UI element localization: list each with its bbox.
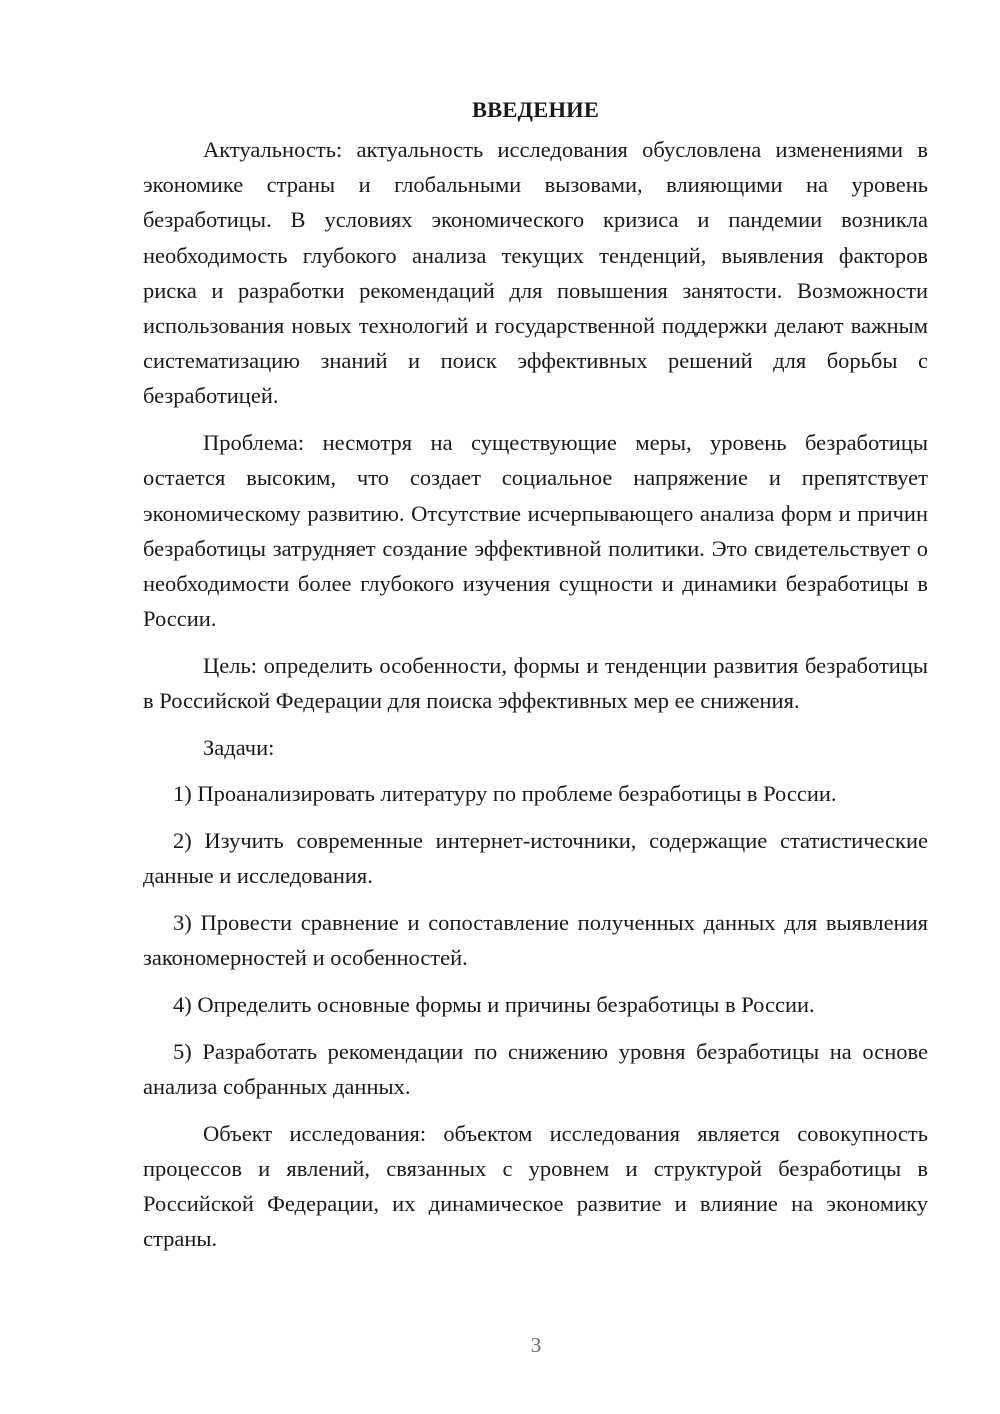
section-heading: ВВЕДЕНИЕ [471,97,600,122]
task-item-2: 2) Изучить современные интернет-источники, содержащие статистические данные и исследования. [143,828,928,889]
object-paragraph: Объект исследования: объектом исследования является совокупность процессов и явлений, связанных с уровнем и структурой безработицы в Российской Федерации, их динамическое развитие и влияние на экономику страны. [143,1120,928,1252]
tasks-heading: Задачи: [203,734,275,760]
page-number: 3 [530,1333,542,1357]
task-item-1: 1) Проанализировать литературу по проблеме безработицы в России. [173,781,837,807]
task-item-4: 4) Определить основные формы и причины безработицы в России. [173,991,815,1017]
problem-paragraph: Проблема: несмотря на существующие меры, уровень безработицы остается высоким, что создает социальное напряжение и препятствует экономическому развитию. Отсутствие исчерпывающего анализа форм и причин безработицы затрудняет создание эффективной политики. Это свидетельствует о необходимости более глубокого изучения сущности и динамики безработицы в России. [143,430,928,632]
task-item-3: 3) Провести сравнение и сопоставление полученных данных для выявления закономерностей и особенностей. [143,910,928,971]
goal-paragraph: Цель: определить особенности, формы и тенденции развития безработицы в Российской Федерации для поиска эффективных мер ее снижения. [143,652,928,714]
task-item-5: 5) Разработать рекомендации по снижению уровня безработицы на основе анализа собранных данных. [143,1038,928,1099]
relevance-paragraph: Актуальность: актуальность исследования обусловлена изменениями в экономике страны и глобальными вызовами, влияющими на уровень безработицы. В условиях экономического кризиса и пандемии возникла необходимость глубокого анализа текущих тенденций, выявления факторов риска и разработки рекомендаций для повышения занятости. Возможности использования новых технологий и государственной поддержки делают важным систематизацию знаний и поиск эффективных решений для борьбы с безработицей. [143,137,928,409]
document-page [143,92,928,1256]
